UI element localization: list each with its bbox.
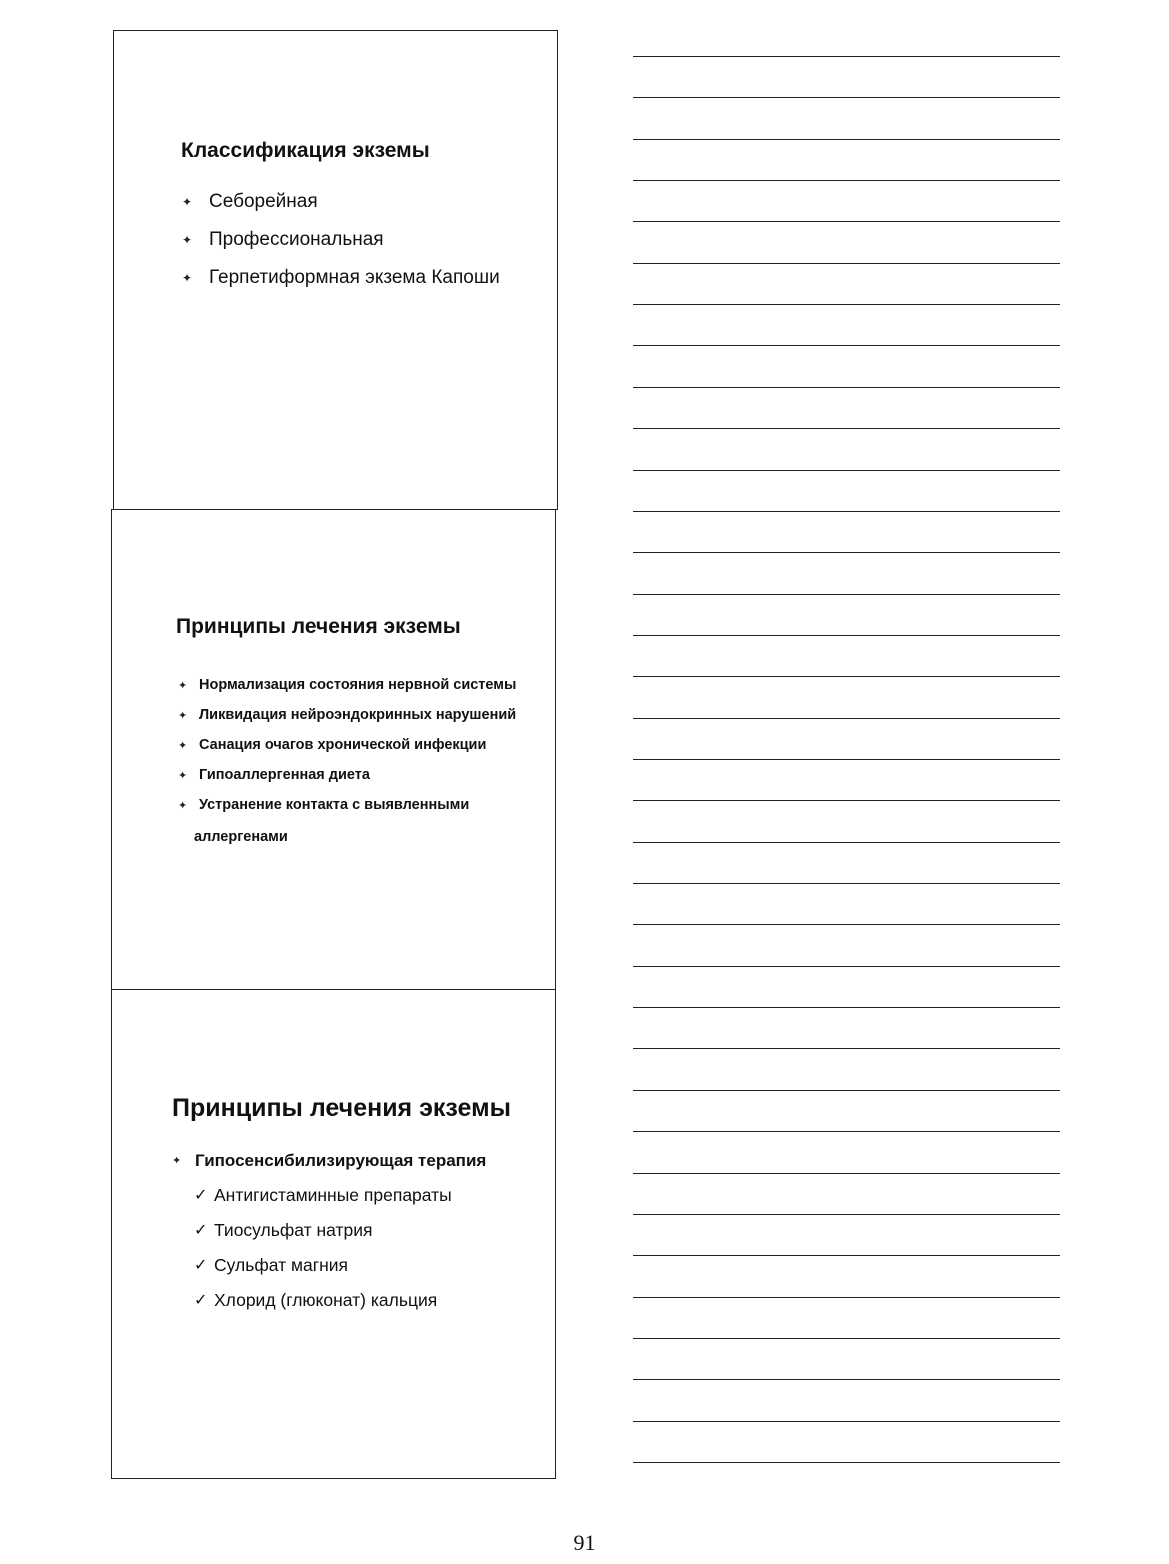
note-line (633, 966, 1060, 967)
note-line (633, 552, 1060, 553)
list-item-text: Устранение контакта с выявленными (199, 797, 470, 813)
note-line (633, 635, 1060, 636)
note-line (633, 304, 1060, 305)
list-item (182, 229, 500, 267)
note-line (633, 180, 1060, 181)
note-line (633, 759, 1060, 760)
list-item-text: Профессиональная (209, 229, 384, 250)
sub-list-item-text: Сульфат магния (214, 1255, 349, 1275)
diamond-bullet-icon: ✦ (172, 1155, 182, 1167)
note-line (633, 511, 1060, 512)
diamond-bullet-icon: ✦ (178, 680, 188, 692)
note-line (633, 1214, 1060, 1215)
note-line (633, 221, 1060, 222)
diamond-bullet-icon: ✦ (178, 710, 188, 722)
list-item-text: Гипосенсибилизирующая терапия (195, 1151, 487, 1170)
diamond-bullet-icon: ✦ (182, 195, 193, 209)
list-item (182, 267, 500, 305)
sub-list-item (194, 1255, 486, 1290)
diamond-bullet-icon: ✦ (182, 233, 193, 247)
list-item-text: Себорейная (209, 191, 318, 212)
note-line (633, 470, 1060, 471)
sub-list-item-text: Антигистаминные препараты (214, 1185, 452, 1205)
checkmark-icon: ✓ (194, 1187, 208, 1204)
diamond-bullet-icon: ✦ (178, 800, 188, 812)
note-line (633, 1421, 1060, 1422)
note-line (633, 1379, 1060, 1380)
list-item-text: Ликвидация нейроэндокринных нарушений (199, 707, 517, 723)
sub-list-item-text: Тиосульфат натрия (214, 1220, 373, 1240)
note-line (633, 1131, 1060, 1132)
note-line (633, 387, 1060, 388)
list-item (178, 767, 516, 797)
note-line (633, 800, 1060, 801)
sub-list-item (194, 1220, 486, 1255)
slide-hyposensitizing-therapy (111, 989, 556, 1479)
checkmark-icon: ✓ (194, 1257, 208, 1274)
note-line (633, 1255, 1060, 1256)
list-item-continuation: аллергенами (194, 829, 288, 845)
list-item (178, 677, 516, 707)
note-line (633, 1338, 1060, 1339)
note-line (633, 718, 1060, 719)
note-line (633, 345, 1060, 346)
diamond-bullet-icon: ✦ (182, 271, 193, 285)
note-line (633, 883, 1060, 884)
list-item (178, 797, 516, 827)
note-line (633, 1297, 1060, 1298)
diamond-bullet-icon: ✦ (178, 770, 188, 782)
note-line (633, 924, 1060, 925)
bullet-list (182, 191, 500, 305)
note-line (633, 56, 1060, 57)
page-number: 91 (573, 1530, 596, 1555)
checkmark-icon: ✓ (194, 1292, 208, 1309)
notes-lines (633, 0, 1060, 1480)
note-line (633, 139, 1060, 140)
note-line (633, 1007, 1060, 1008)
list-item-text: Санация очагов хронической инфекции (199, 737, 487, 753)
list-item-text: Герпетиформная экзема Капоши (209, 267, 500, 288)
list-item-text: Нормализация состояния нервной системы (199, 677, 517, 693)
sub-list-item (194, 1185, 486, 1220)
list-item-text: Гипоаллергенная диета (199, 767, 370, 783)
slide-classification (113, 30, 558, 510)
note-line (633, 97, 1060, 98)
note-line (633, 428, 1060, 429)
note-line (633, 1173, 1060, 1174)
note-line (633, 676, 1060, 677)
diamond-bullet-icon: ✦ (178, 740, 188, 752)
note-line (633, 263, 1060, 264)
note-line (633, 594, 1060, 595)
note-line (633, 1462, 1060, 1463)
sub-list-item (194, 1290, 486, 1325)
note-line (633, 842, 1060, 843)
note-line (633, 1048, 1060, 1049)
slide-title: Принципы лечения экземы (172, 1094, 511, 1122)
slide-title: Принципы лечения экземы (176, 615, 461, 638)
list-item (178, 707, 516, 737)
bullet-list (172, 1151, 486, 1325)
slide-title: Классификация экземы (181, 139, 430, 162)
list-item (178, 737, 516, 767)
sub-list-item-text: Хлорид (глюконат) кальция (214, 1290, 438, 1310)
bullet-list (178, 677, 516, 827)
checkmark-icon: ✓ (194, 1222, 208, 1239)
slide-treatment-principles (111, 509, 556, 991)
note-line (633, 1090, 1060, 1091)
list-item-main (172, 1151, 486, 1185)
list-item (182, 191, 500, 229)
